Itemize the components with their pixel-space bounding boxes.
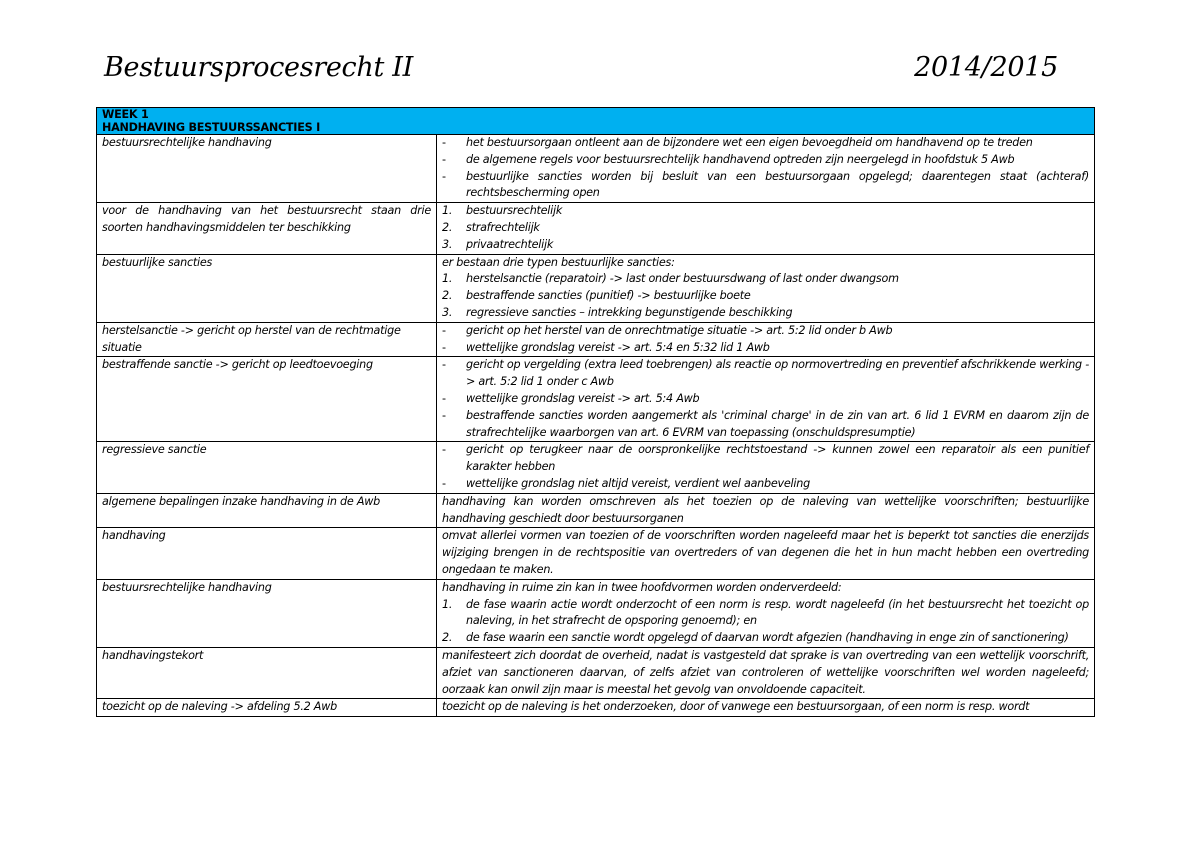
- list-number: 1.: [442, 597, 453, 611]
- list-item: [442, 288, 1089, 305]
- list-item: - gericht op vergelding (extra leed toebrengen) als reactie op normovertreding en preventief afschrikkende werking -> art. 5:2 lid 1 onder c Awb: [442, 357, 1089, 391]
- numbered-list: [442, 597, 1089, 647]
- list-text: herstelsanctie (reparatoir) -> last onder bestuursdwang of last onder dwangsom: [466, 272, 899, 286]
- term-cell: toezicht op de naleving -> afdeling 5.2 Awb: [97, 699, 437, 717]
- definition-cell: [437, 135, 1095, 203]
- list-text: strafrechtelijk: [466, 220, 540, 234]
- list-item: - gericht op het herstel van de onrechtmatige situatie -> art. 5:2 lid onder b Awb: [442, 323, 1089, 340]
- list-item: - bestraffende sancties worden aangemerkt als 'criminal charge' in de zin van art. 6 lid 1 EVRM en daarom zijn de strafrechtelijke waarborgen van art. 6 EVRM van toepassing (onschuldspresumptie): [442, 408, 1089, 442]
- definition-cell: [437, 579, 1095, 647]
- week-label: WEEK 1: [102, 108, 149, 121]
- list-number: 1.: [442, 272, 453, 286]
- document-year: 2014/2015: [914, 52, 1058, 83]
- term-cell: herstelsanctie -> gericht op herstel van de rechtmatige situatie: [97, 322, 437, 357]
- list-item: [442, 220, 1089, 237]
- numbered-list: [442, 271, 1089, 321]
- table-row: [97, 254, 1095, 322]
- table-row: [97, 647, 1095, 698]
- list-item: - de algemene regels voor bestuursrechtelijk handhavend optreden zijn neergelegd in hoofdstuk 5 Awb: [442, 152, 1089, 169]
- bullet-list: [442, 357, 1089, 441]
- table-row: [97, 322, 1095, 357]
- definition-cell: [437, 442, 1095, 493]
- term-cell: bestuurlijke sancties: [97, 254, 437, 322]
- week-title: HANDHAVING BESTUURSSANCTIES I: [102, 121, 320, 134]
- list-item: - bestuurlijke sancties worden bij besluit van een bestuursorgaan opgelegd; daarentegen staat (achteraf) rechtsbescherming open: [442, 169, 1089, 203]
- list-item: - gericht op terugkeer naar de oorspronkelijke rechtstoestand -> kunnen zowel een reparatoir als een punitief karakter hebben: [442, 442, 1089, 476]
- term-cell: voor de handhaving van het bestuursrecht staan drie soorten handhavingsmiddelen ter beschikking: [97, 203, 437, 254]
- week-header: [97, 108, 1095, 135]
- table-row: [97, 579, 1095, 647]
- list-item: [442, 597, 1089, 631]
- list-item: [442, 237, 1089, 254]
- list-number: 3.: [442, 237, 453, 251]
- list-item: - het bestuursorgaan ontleent aan de bijzondere wet een eigen bevoegdheid om handhavend op te treden: [442, 135, 1089, 152]
- definition-cell: [437, 322, 1095, 357]
- definition-cell: toezicht op de naleving is het onderzoeken, door of vanwege een bestuursorgaan, of een norm is resp. wordt: [437, 699, 1095, 717]
- definition-cell: [437, 254, 1095, 322]
- list-text: bestuursrechtelijk: [466, 204, 563, 218]
- document-title: Bestuursprocesrecht II: [104, 52, 414, 83]
- definition-cell: [437, 357, 1095, 442]
- term-cell: algemene bepalingen inzake handhaving in de Awb: [97, 493, 437, 528]
- term-cell: regressieve sanctie: [97, 442, 437, 493]
- list-intro: handhaving in ruime zin kan in twee hoofdvormen worden onderverdeeld:: [442, 580, 842, 594]
- list-text: regressieve sancties – intrekking begunstigende beschikking: [466, 305, 793, 319]
- week-header-row: [97, 108, 1095, 135]
- term-cell: handhaving: [97, 528, 437, 579]
- list-item: [442, 630, 1089, 647]
- bullet-list: [442, 323, 1089, 357]
- definition-cell: [437, 203, 1095, 254]
- table-row: [97, 442, 1095, 493]
- list-number: 1.: [442, 204, 453, 218]
- definition-cell: omvat allerlei vormen van toezien of de voorschriften worden nageleefd maar het is beperkt tot sancties die enerzijds wijziging brengen in de rechtspositie van overtreders of van degenen die het in hun macht hebben een overtreding ongedaan te maken.: [437, 528, 1095, 579]
- list-item: - wettelijke grondslag niet altijd vereist, verdient wel aanbeveling: [442, 476, 1089, 493]
- term-cell: handhavingstekort: [97, 647, 437, 698]
- table-row: [97, 493, 1095, 528]
- term-cell: bestraffende sanctie -> gericht op leedtoevoeging: [97, 357, 437, 442]
- definition-cell: handhaving kan worden omschreven als het toezien op de naleving van wettelijke voorschriften; bestuurlijke handhaving geschiedt door bestuursorganen: [437, 493, 1095, 528]
- list-item: [442, 203, 1089, 220]
- table-row: [97, 699, 1095, 717]
- list-number: 2.: [442, 220, 453, 234]
- list-intro: er bestaan drie typen bestuurlijke sancties:: [442, 255, 675, 269]
- list-item: [442, 271, 1089, 288]
- table-row: [97, 528, 1095, 579]
- list-number: 2.: [442, 631, 453, 645]
- list-item: - wettelijke grondslag vereist -> art. 5:4 en 5:32 lid 1 Awb: [442, 340, 1089, 357]
- term-cell: bestuursrechtelijke handhaving: [97, 135, 437, 203]
- term-cell: bestuursrechtelijke handhaving: [97, 579, 437, 647]
- list-text: de fase waarin actie wordt onderzocht of een norm is resp. wordt nageleefd (in het bestuursrecht het toezicht op naleving, in het strafrecht de opsporing genoemd); en: [466, 597, 1090, 628]
- table-row: [97, 135, 1095, 203]
- table-row: [97, 357, 1095, 442]
- list-item: [442, 305, 1089, 322]
- list-item: - wettelijke grondslag vereist -> art. 5:4 Awb: [442, 391, 1089, 408]
- list-text: de fase waarin een sanctie wordt opgelegd of daarvan wordt afgezien (handhaving in enge zin of sanctionering): [466, 631, 1069, 645]
- list-text: privaatrechtelijk: [466, 237, 554, 251]
- table-row: [97, 203, 1095, 254]
- list-number: 2.: [442, 289, 453, 303]
- list-text: bestraffende sancties (punitief) -> bestuurlijke boete: [466, 289, 751, 303]
- bullet-list: [442, 442, 1089, 492]
- notes-table: [96, 107, 1095, 717]
- bullet-list: [442, 135, 1089, 202]
- definition-cell: manifesteert zich doordat de overheid, nadat is vastgesteld dat sprake is van overtreding van een wettelijk voorschrift, afziet van sanctioneren daarvan, of zelfs afziet van controleren of wettelijke voorschriften wel worden nageleefd; oorzaak kan onwil zijn maar is meestal het gevolg van onvoldoende capaciteit.: [437, 647, 1095, 698]
- list-number: 3.: [442, 305, 453, 319]
- numbered-list: [442, 203, 1089, 253]
